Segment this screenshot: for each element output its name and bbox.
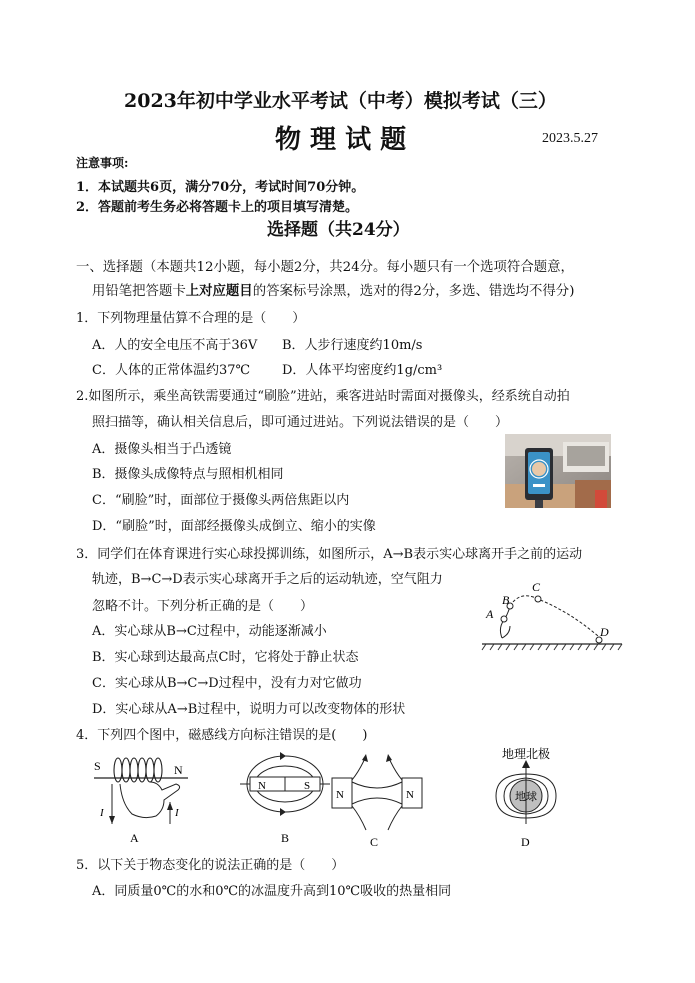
exam-date: 2023.5.27	[542, 131, 598, 146]
subject-title: 物 理 试 题	[275, 125, 407, 155]
q3-stem-line3: 忽略不计。下列分析正确的是（ ）	[92, 599, 314, 614]
fig-d-north-pole: 地理北极	[502, 747, 551, 761]
figure-b-bar-magnet	[240, 752, 330, 845]
intro-text-post: 的答案标号涂黑，选对的得2分，多选、错选均不得分)	[252, 284, 575, 299]
q3-stem-line1: 3．同学们在体育课进行实心球投掷训练，如图所示，A→B表示实心球离开手之前的运动	[76, 547, 583, 562]
q3-option-a: A．实心球从B→C过程中，动能逐渐减小	[92, 624, 327, 639]
fig-c-label: C	[370, 835, 379, 849]
q4-stem: 4．下列四个图中，磁感线方向标注错误的是( )	[76, 728, 368, 743]
q1-option-d: D．人体平均密度约1g/cm³	[282, 363, 443, 378]
fig-d-label: D	[521, 835, 530, 849]
fig-c-n-left: N	[336, 789, 344, 801]
q3-stem-line2: 轨迹，B→C→D表示实心球离开手之后的运动轨迹，空气阻力	[92, 572, 443, 587]
fig-b-s: S	[304, 780, 311, 792]
section-title: 选择题（共24分）	[267, 220, 410, 240]
figure-d-earth	[496, 746, 556, 849]
fig-label-a: A	[486, 607, 494, 621]
fig-d-earth: 地球	[515, 791, 537, 803]
intro-text-bold: 上对应题目	[185, 283, 253, 299]
magnetic-field-figures	[80, 744, 590, 850]
q2-option-a: A．摄像头相当于凸透镜	[92, 442, 232, 457]
q2-stem-line2: 照扫描等，确认相关信息后，即可通过进站。下列说法错误的是（ ）	[92, 415, 509, 430]
figure-a-solenoid	[94, 758, 188, 845]
fig-b-n: N	[258, 780, 266, 792]
fig-label-b: B	[502, 593, 510, 607]
q2-option-b: B．摄像头成像特点与照相机相同	[92, 467, 284, 482]
notice-item-1: 1．本试题共6页，满分70分，考试时间70分钟。	[76, 180, 365, 195]
fig-a-n: N	[174, 763, 183, 777]
fig-a-label: A	[130, 831, 139, 845]
q3-option-d: D．实心球从A→B过程中，说明力可以改变物体的形状	[92, 702, 406, 717]
face-scan-camera-photo	[505, 434, 611, 508]
q1-option-b: B．人步行速度约10m/s	[282, 338, 423, 353]
figure-c-two-n-poles	[332, 754, 422, 849]
q1-option-a: A．人的安全电压不高于36V	[92, 338, 258, 353]
fig-label-c: C	[532, 580, 541, 594]
q1-option-c: C．人体的正常体温约37℃	[92, 363, 251, 378]
q3-option-c: C．实心球从B→C→D过程中，没有力对它做功	[92, 676, 362, 691]
notice-heading: 注意事项:	[76, 156, 129, 170]
fig-a-i-right: I	[175, 807, 179, 819]
fig-b-label: B	[281, 831, 290, 845]
q3-option-b: B．实心球到达最高点C时，它将处于静止状态	[92, 650, 359, 665]
q5-option-a: A．同质量0℃的水和0℃的冰温度升高到10℃吸收的热量相同	[92, 884, 452, 899]
part-intro-line2	[92, 280, 574, 299]
q2-option-d: D．“刷脸”时，面部经摄像头成倒立、缩小的实像	[92, 519, 376, 534]
fig-c-n-right: N	[406, 789, 414, 801]
q5-stem: 5．以下关于物态变化的说法正确的是（ ）	[76, 858, 345, 873]
exam-title: 2023年初中学业水平考试（中考）模拟考试（三）	[124, 90, 557, 112]
q2-stem-line1: 2.如图所示，乘坐高铁需要通过“刷脸”进站，乘客进站时需面对摄像头，经系统自动拍	[76, 389, 570, 404]
q1-stem: 1．下列物理量估算不合理的是（ ）	[76, 311, 306, 326]
fig-a-i-left: I	[100, 807, 104, 819]
intro-text-pre: 用铅笔把答题卡	[92, 284, 186, 299]
q2-option-c: C．“刷脸”时，面部位于摄像头两倍焦距以内	[92, 493, 350, 508]
fig-label-d: D	[600, 625, 609, 639]
notice-item-2: 2．答题前考生务必将答题卡上的项目填写清楚。	[76, 200, 359, 215]
fig-a-s: S	[94, 759, 101, 773]
ball-trajectory-figure	[480, 576, 626, 656]
part-intro-line1: 一、选择题（本题共12小题，每小题2分，共24分。每小题只有一个选项符合题意，	[76, 260, 574, 275]
